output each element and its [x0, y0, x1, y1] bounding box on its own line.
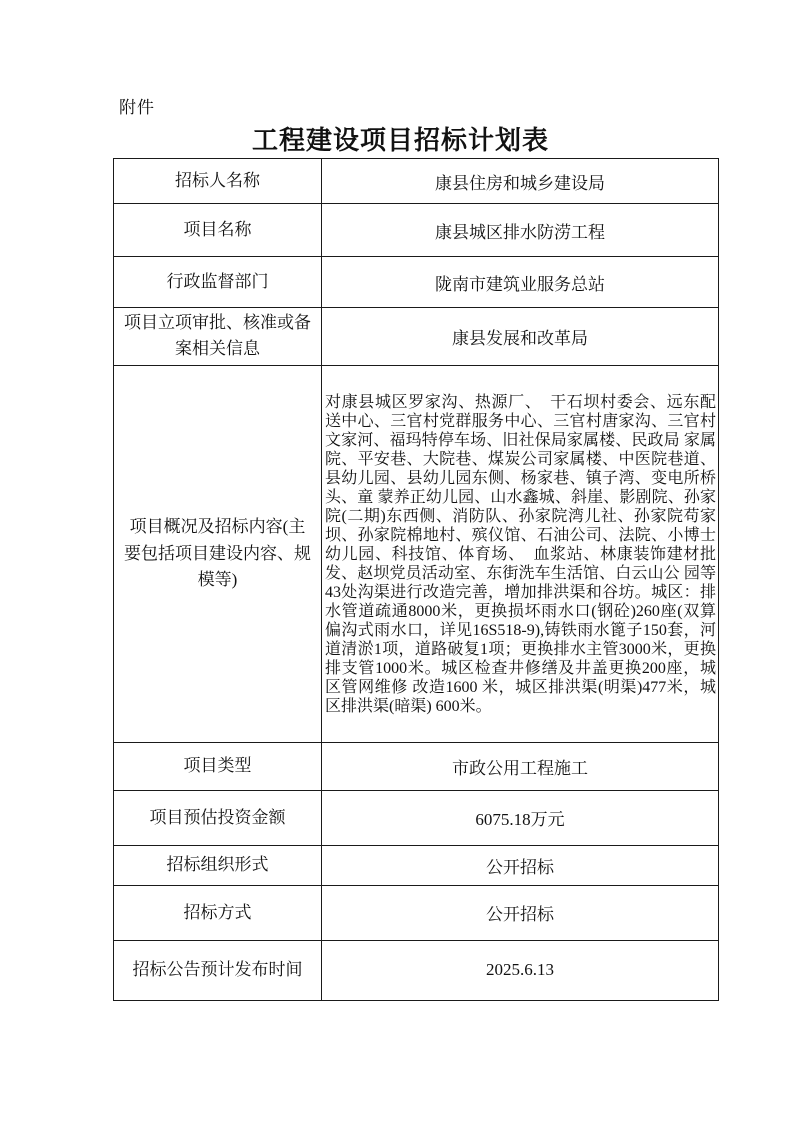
- page-title: 工程建设项目招标计划表: [251, 126, 549, 155]
- row-value: 对康县城区罗家沟、热源厂、 干石坝村委会、远东配送中心、三官村党群服务中心、三官村唐家沟、三官村文家河、福玛特停车场、旧社保局家属楼、民政局 家属院、平安巷、大院巷、煤炭公司家属楼、中医院巷道、县幼儿园、县幼儿园东侧、杨家巷、镇子湾、变电所桥头、童 蒙养正幼儿园、山水鑫城、斜崖、影剧院、孙家院(二期)东西侧、消防队、孙家院湾儿社、孙家院苟家坝、孙家院棉地村、殡仪馆、石油公司、法院、小博士幼儿园、科技馆、体育场、 血浆站、林康装饰建材批发、赵坝党员活动室、东街洗车生活馆、白云山公 园等43处沟渠进行改造完善，增加排洪渠和谷坊。城区：排水管道疏通8000米，更换损坏雨水口(钢砼)260座(双算偏沟式雨水口，详见16S518-9),铸铁雨水篦子150套，河 道清淤1项，道路破复1项；更换排水主管3000米，更换排支管1000米。城区检查井修缮及井盖更换200座，城区管网维修 改造1600 米，城区排洪渠(明渠)477米，城区排洪渠(暗渠) 600米。: [322, 365, 719, 742]
- row-label: 招标公告预计发布时间: [114, 940, 322, 1000]
- row-label: 项目立项审批、核准或备案相关信息: [114, 308, 322, 366]
- table-row: [114, 940, 719, 1000]
- row-label: 招标人名称: [114, 159, 322, 204]
- row-value: 康县发展和改革局: [322, 308, 719, 366]
- row-label: 项目预估投资金额: [114, 790, 322, 845]
- table-row: [114, 159, 719, 204]
- table-row: [114, 257, 719, 308]
- attachment-label: 附件: [119, 98, 155, 117]
- table-row: [114, 885, 719, 940]
- row-label: 招标组织形式: [114, 845, 322, 885]
- table-row: [114, 790, 719, 845]
- row-value: 6075.18万元: [322, 790, 719, 845]
- row-label: 项目概况及招标内容(主要包括项目建设内容、规模等): [114, 365, 322, 742]
- table-row: [114, 365, 719, 742]
- table-row: [114, 742, 719, 790]
- table-row: [114, 204, 719, 257]
- row-value: 公开招标: [322, 845, 719, 885]
- table-row: [114, 845, 719, 885]
- row-label: 项目名称: [114, 204, 322, 257]
- row-label: 项目类型: [114, 742, 322, 790]
- row-label: 招标方式: [114, 885, 322, 940]
- row-value: 2025.6.13: [322, 940, 719, 1000]
- row-value: 市政公用工程施工: [322, 742, 719, 790]
- table-row: [114, 308, 719, 366]
- row-value: 康县住房和城乡建设局: [322, 159, 719, 204]
- row-value: 陇南市建筑业服务总站: [322, 257, 719, 308]
- row-value: 康县城区排水防涝工程: [322, 204, 719, 257]
- bidding-plan-table: [113, 158, 719, 1001]
- row-value: 公开招标: [322, 885, 719, 940]
- row-label: 行政监督部门: [114, 257, 322, 308]
